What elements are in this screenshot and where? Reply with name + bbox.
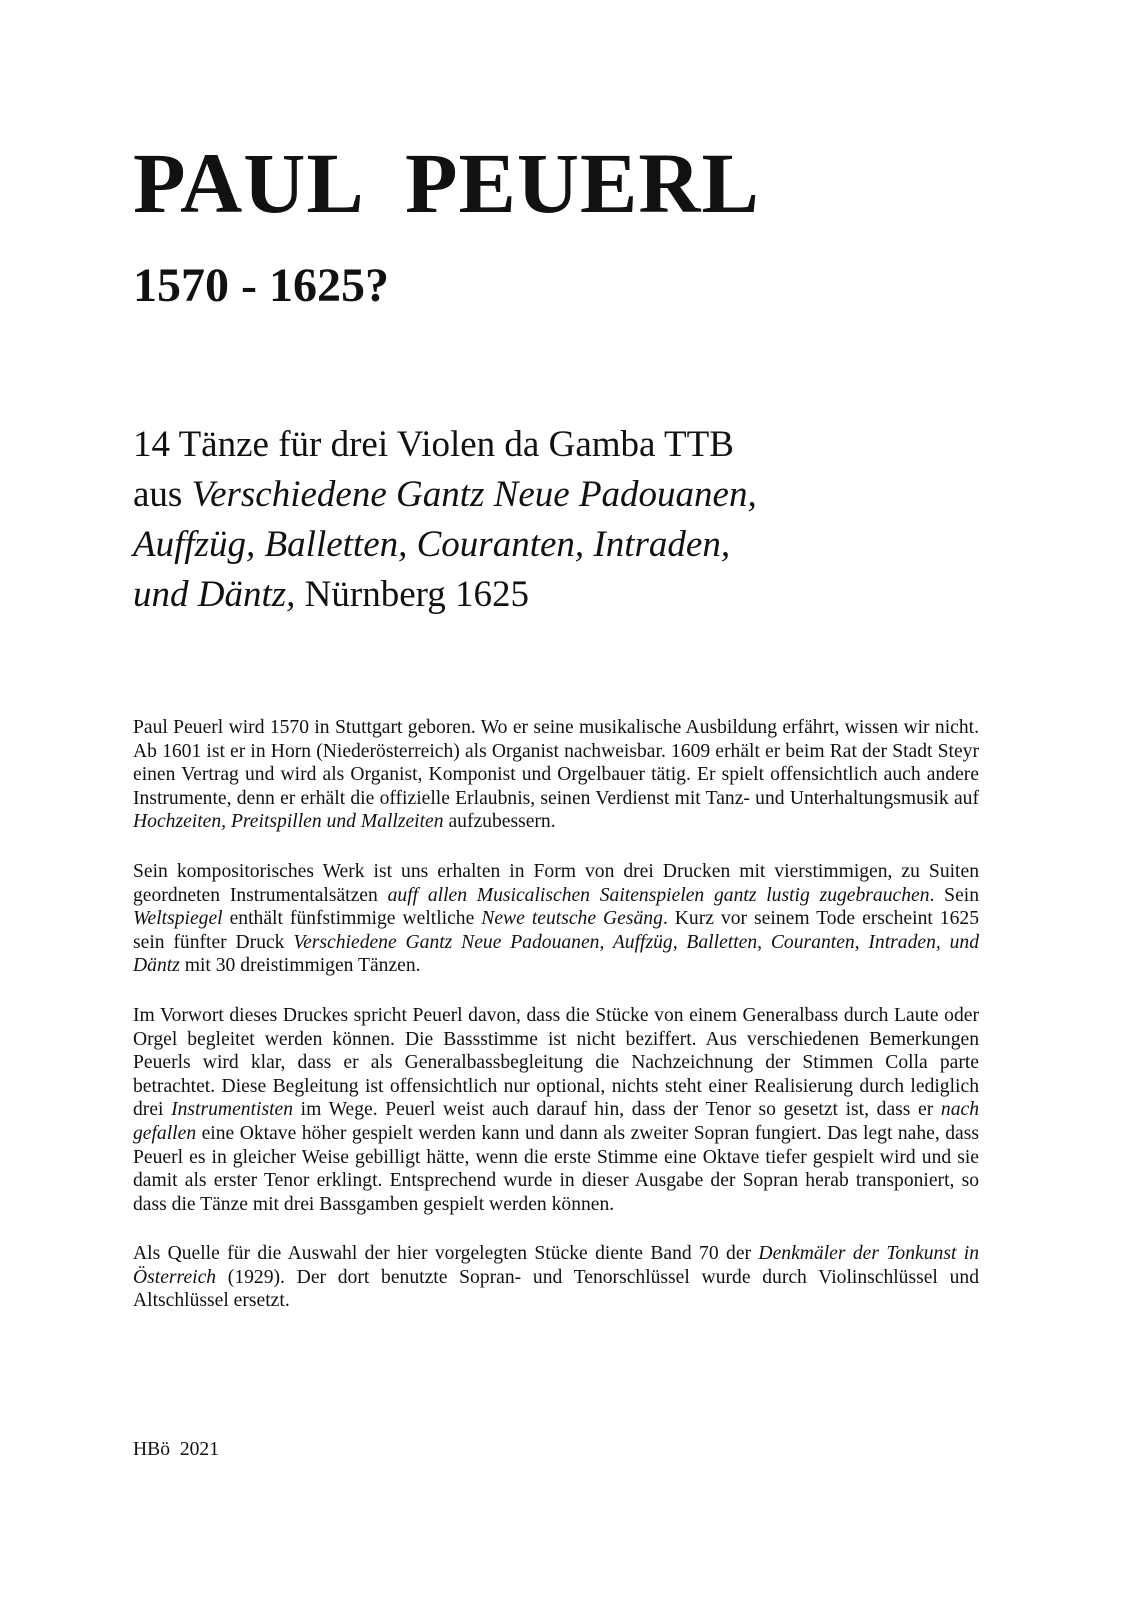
composer-name: PAUL PEUERL xyxy=(133,135,760,231)
text-span: aufzubessern. xyxy=(443,811,556,833)
text-span: eine Oktave höher gespielt werden kann und dann als zweiter Sopran fungiert. Das legt nahe, dass Peuerl es in gleicher Weise gebilligt hätte, wenn die erste Stimme eine Oktave tiefer gespielt wird und sie damit als erster Tenor erklingt. Entsprechend wurde in dieser Ausgabe der Sopran herab transponiert, so dass die Tänze mit drei Bassgamben gespielt werden können. xyxy=(133,1122,979,1215)
paragraph-preface xyxy=(133,1004,979,1216)
text-span: (1929). Der dort benutzte Sopran- und Tenorschlüssel wurde durch Violinschlüssel und Altschlüssel ersetzt. xyxy=(133,1266,979,1312)
body-text xyxy=(133,716,979,1339)
work-subtitle xyxy=(133,420,1033,620)
subtitle-line-3-title: Auffzüg, Balletten, Couranten, Intraden, xyxy=(133,524,731,565)
editor-signature: HBö 2021 xyxy=(133,1439,220,1460)
text-span: . Kurz vor seinem Tode erscheint 1625 sein fünfter Druck xyxy=(133,908,979,953)
italic-span: nach gefallen xyxy=(133,1099,979,1144)
text-span: mit 30 dreistimmigen Tänzen. xyxy=(179,955,421,977)
italic-span: auff allen Musicalischen Saitenspielen gantz lustig zugebrauchen xyxy=(387,884,930,906)
composer-dates: 1570 - 1625? xyxy=(133,259,389,312)
italic-span: Denkmäler der Tonkunst in Österreich xyxy=(133,1243,979,1288)
subtitle-line-4-suffix: Nürnberg 1625 xyxy=(295,574,530,615)
italic-span: Hochzeiten, Preitspillen und Mallzeiten xyxy=(133,811,444,833)
subtitle-line-4-title: und Däntz, xyxy=(133,574,296,615)
italic-span: Weltspiegel xyxy=(133,908,223,930)
subtitle-line-1: 14 Tänze für drei Violen da Gamba TTB xyxy=(133,424,734,465)
text-span: enthält fünfstimmige weltliche xyxy=(222,908,482,930)
text-span: Paul Peuerl wird 1570 in Stuttgart geboren. Wo er seine musikalische Ausbildung erfährt, wissen wir nicht. Ab 1601 ist er in Horn (Niederösterreich) als Organist nachweisbar. 1609 erhält er beim Rat der Stadt Steyr einen Vertrag und wird als Organist, Komponist und Orgelbauer tätig. Er spielt offensichtlich auch andere Instrumente, denn er erhält die offizielle Erlaubnis, seinen Verdienst mit Tanz- und Unterhaltungsmusik auf xyxy=(133,717,979,809)
text-span: im Wege. Peuerl weist auch darauf hin, dass der Tenor so gesetzt ist, dass er xyxy=(293,1099,941,1121)
text-span: Sein kompositorisches Werk ist uns erhalten in Form von drei Drucken mit vierstimmigen, zu Suiten geordneten Instrumentalsätzen xyxy=(133,860,979,906)
text-span: Im Vorwort dieses Druckes spricht Peuerl davon, dass die Stücke von einem Generalbass durch Laute oder Orgel begleitet werden können. Die Bassstimme ist nicht beziffert. Aus verschiedenen Bemerkungen Peuerls wird klar, dass er als Generalbassbegleitung die Nachzeichnung der Stimmen Colla parte betrachtet. Diese Begleitung ist offensichtlich nur optional, nichts steht einer Realisierung durch lediglich drei xyxy=(133,1004,979,1121)
subtitle-line-2-prefix: aus xyxy=(133,474,192,515)
text-span: . Sein xyxy=(929,884,980,906)
text-span: Als Quelle für die Auswahl der hier vorgelegten Stücke diente Band 70 der xyxy=(133,1243,759,1265)
paragraph-works xyxy=(133,860,979,978)
italic-span: Verschiedene Gantz Neue Padouanen, Auffzüg, Balletten, Couranten, Intraden, und Däntz xyxy=(133,931,979,977)
paragraph-source xyxy=(133,1242,979,1313)
subtitle-line-2-title: Verschiedene Gantz Neue Padouanen, xyxy=(191,474,757,515)
italic-span: Instrumentisten xyxy=(171,1099,294,1121)
paragraph-biography xyxy=(133,716,979,834)
italic-span: Newe teutsche Gesäng xyxy=(481,908,663,930)
